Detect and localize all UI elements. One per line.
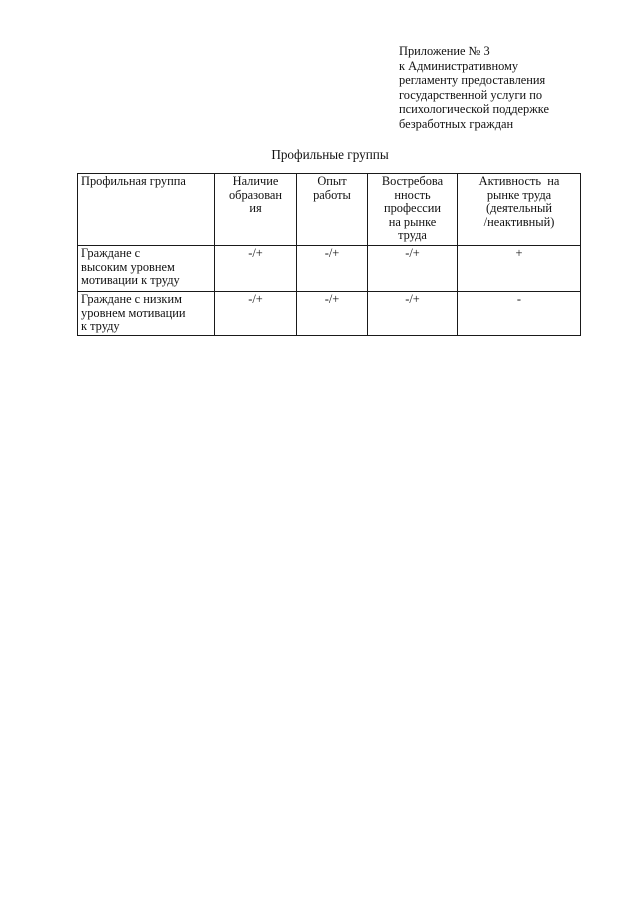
cell-group xyxy=(78,292,215,336)
header-text: образован xyxy=(228,187,283,202)
header-education xyxy=(215,174,297,246)
appendix-line: психологической поддержке xyxy=(399,102,550,117)
header-text: ия xyxy=(249,201,262,216)
appendix-line: регламенту предоставления xyxy=(399,73,546,88)
cell-text: высоким уровнем xyxy=(81,259,175,274)
header-text: (деятельный xyxy=(486,201,552,216)
appendix-line: государственной услуги по xyxy=(399,87,543,102)
appendix-line: Приложение № 3 xyxy=(399,44,490,58)
table-header-row xyxy=(78,174,581,246)
header-text: работы xyxy=(313,187,351,202)
cell-text: уровнем мотивации xyxy=(81,305,186,320)
table-row xyxy=(78,292,581,336)
cell-education: -/+ xyxy=(215,292,297,336)
cell-text: Граждане с низким xyxy=(81,292,182,306)
cell-activity: + xyxy=(458,246,581,292)
appendix-line: безработных граждан xyxy=(399,116,514,131)
header-experience xyxy=(297,174,368,246)
cell-activity: - xyxy=(458,292,581,336)
header-text: труда xyxy=(398,228,427,243)
cell-experience: -/+ xyxy=(297,292,368,336)
header-text: /неактивный) xyxy=(483,214,555,229)
cell-education: -/+ xyxy=(215,246,297,292)
header-text: на рынке xyxy=(388,214,437,229)
cell-demand: -/+ xyxy=(368,246,458,292)
header-demand xyxy=(368,174,458,246)
header-text: нность xyxy=(394,187,431,202)
cell-demand: -/+ xyxy=(368,292,458,336)
cell-experience: -/+ xyxy=(297,246,368,292)
table-row xyxy=(78,246,581,292)
header-profile-group xyxy=(78,174,215,246)
profile-groups-table xyxy=(77,173,581,336)
header-activity xyxy=(458,174,581,246)
header-text: Активность на xyxy=(478,174,560,188)
appendix-line: к Административному xyxy=(399,58,519,73)
cell-text: Граждане с xyxy=(81,246,141,260)
header-text: Профильная группа xyxy=(81,174,186,188)
header-text: профессии xyxy=(383,201,442,216)
appendix-note xyxy=(399,44,624,132)
document-title: Профильные группы xyxy=(271,147,389,162)
cell-group xyxy=(78,246,215,292)
header-text: Опыт xyxy=(317,174,347,188)
header-text: Востребова xyxy=(381,174,444,188)
cell-text: мотивации к труду xyxy=(81,273,180,288)
header-text: Наличие xyxy=(232,174,279,188)
header-text: рынке труда xyxy=(486,187,552,202)
cell-text: к труду xyxy=(81,319,120,334)
